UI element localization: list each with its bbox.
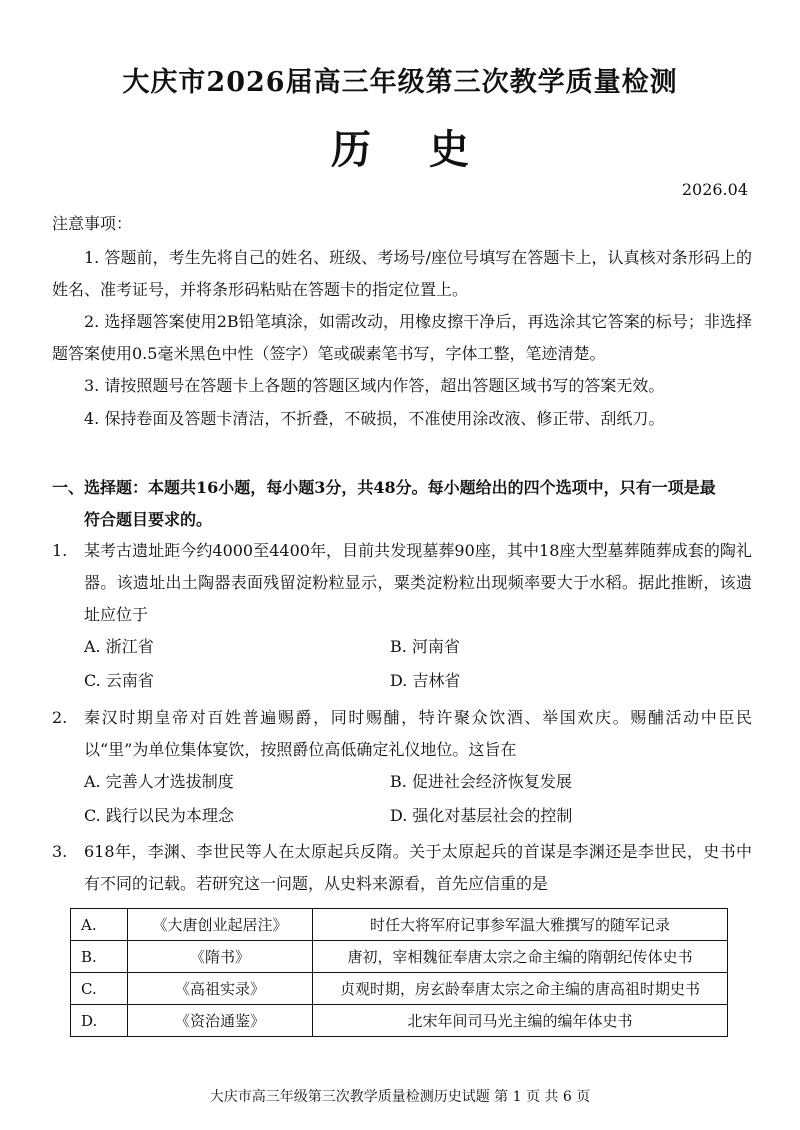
option-c: C. 践行以民为本理念 — [84, 806, 234, 825]
exam-title: 大庆市2026届高三年级第三次教学质量检测 — [122, 67, 678, 98]
row-book: 《资治通鉴》 — [128, 1005, 313, 1037]
exam-date: 2026.04 — [681, 180, 748, 199]
row-letter: B. — [71, 941, 128, 973]
question-1 — [52, 535, 752, 697]
question-2 — [52, 702, 752, 832]
option-d: D. 吉林省 — [390, 671, 461, 690]
question-stem: 某考古遗址距今约4000至4400年，目前共发现墓葬90座，其中18座大型墓葬随葬成套的陶礼器。该遗址出土陶器表面残留淀粉粒显示，粟类淀粉粒出现频率要大于水稻。据此推断，该遗址应位于 — [84, 541, 752, 624]
source-table — [70, 908, 728, 1037]
option-b: B. 促进社会经济恢复发展 — [390, 772, 572, 791]
row-letter: D. — [71, 1005, 128, 1037]
note-item-3: 3. 请按照题号在答题卡上各题的答题区域内作答，超出答题区域书写的答案无效。 — [84, 376, 665, 395]
question-number: 3. — [52, 842, 68, 861]
option-d: D. 强化对基层社会的控制 — [390, 806, 573, 825]
row-description: 贞观时期，房玄龄奉唐太宗之命主编的唐高祖时期史书 — [313, 973, 728, 1005]
table-row — [71, 909, 728, 941]
table-row — [71, 973, 728, 1005]
question-number: 1. — [52, 541, 68, 560]
question-3 — [52, 836, 752, 900]
row-description: 北宋年间司马光主编的编年体史书 — [313, 1005, 728, 1037]
page-footer: 大庆市高三年级第三次教学质量检测历史试题 第 1 页 共 6 页 — [209, 1089, 591, 1105]
option-c: C. 云南省 — [84, 671, 154, 690]
options-grid — [84, 631, 752, 697]
row-letter: A. — [71, 909, 128, 941]
notes-heading: 注意事项： — [52, 214, 133, 233]
question-stem: 秦汉时期皇帝对百姓普遍赐爵，同时赐酺，特许聚众饮酒、举国欢庆。赐酺活动中臣民以“里”为单位集体宴饮，按照爵位高低确定礼仪地位。这旨在 — [84, 708, 752, 759]
row-book: 《大唐创业起居注》 — [128, 909, 313, 941]
section-heading-line2: 符合题目要求的。 — [84, 510, 213, 529]
row-description: 唐初，宰相魏征奉唐太宗之命主编的隋朝纪传体史书 — [313, 941, 728, 973]
option-b: B. 河南省 — [390, 637, 460, 656]
note-item-2: 2. 选择题答案使用2B铅笔填涂，如需改动，用橡皮擦干净后，再选涂其它答案的标号；非选择题答案使用0.5毫米黑色中性（签字）笔或碳素笔书写，字体工整，笔迹清楚。 — [52, 312, 752, 363]
row-book: 《高祖实录》 — [128, 973, 313, 1005]
table-row — [71, 941, 728, 973]
subject-title: 历 史 — [331, 126, 491, 173]
section-heading — [52, 472, 752, 536]
row-book: 《隋书》 — [128, 941, 313, 973]
table-row — [71, 1005, 728, 1037]
option-a: A. 完善人才选拔制度 — [84, 772, 234, 791]
note-item-1: 1. 答题前，考生先将自己的姓名、班级、考场号/座位号填写在答题卡上，认真核对条形码上的姓名、准考证号，并将条形码粘贴在答题卡的指定位置上。 — [52, 248, 752, 299]
option-a: A. 浙江省 — [84, 637, 154, 656]
question-number: 2. — [52, 708, 68, 727]
question-stem: 618年，李渊、李世民等人在太原起兵反隋。关于太原起兵的首谋是李渊还是李世民，史书中有不同的记载。若研究这一问题，从史料来源看，首先应信重的是 — [84, 842, 752, 893]
options-grid — [84, 766, 752, 832]
note-item-4: 4. 保持卷面及答题卡清洁，不折叠，不破损，不准使用涂改液、修正带、刮纸刀。 — [84, 409, 665, 428]
row-letter: C. — [71, 973, 128, 1005]
section-heading-line1: 一、选择题：本题共16小题，每小题3分，共48分。每小题给出的四个选项中，只有一项是最 — [52, 478, 716, 497]
row-description: 时任大将军府记事参军温大雅撰写的随军记录 — [313, 909, 728, 941]
